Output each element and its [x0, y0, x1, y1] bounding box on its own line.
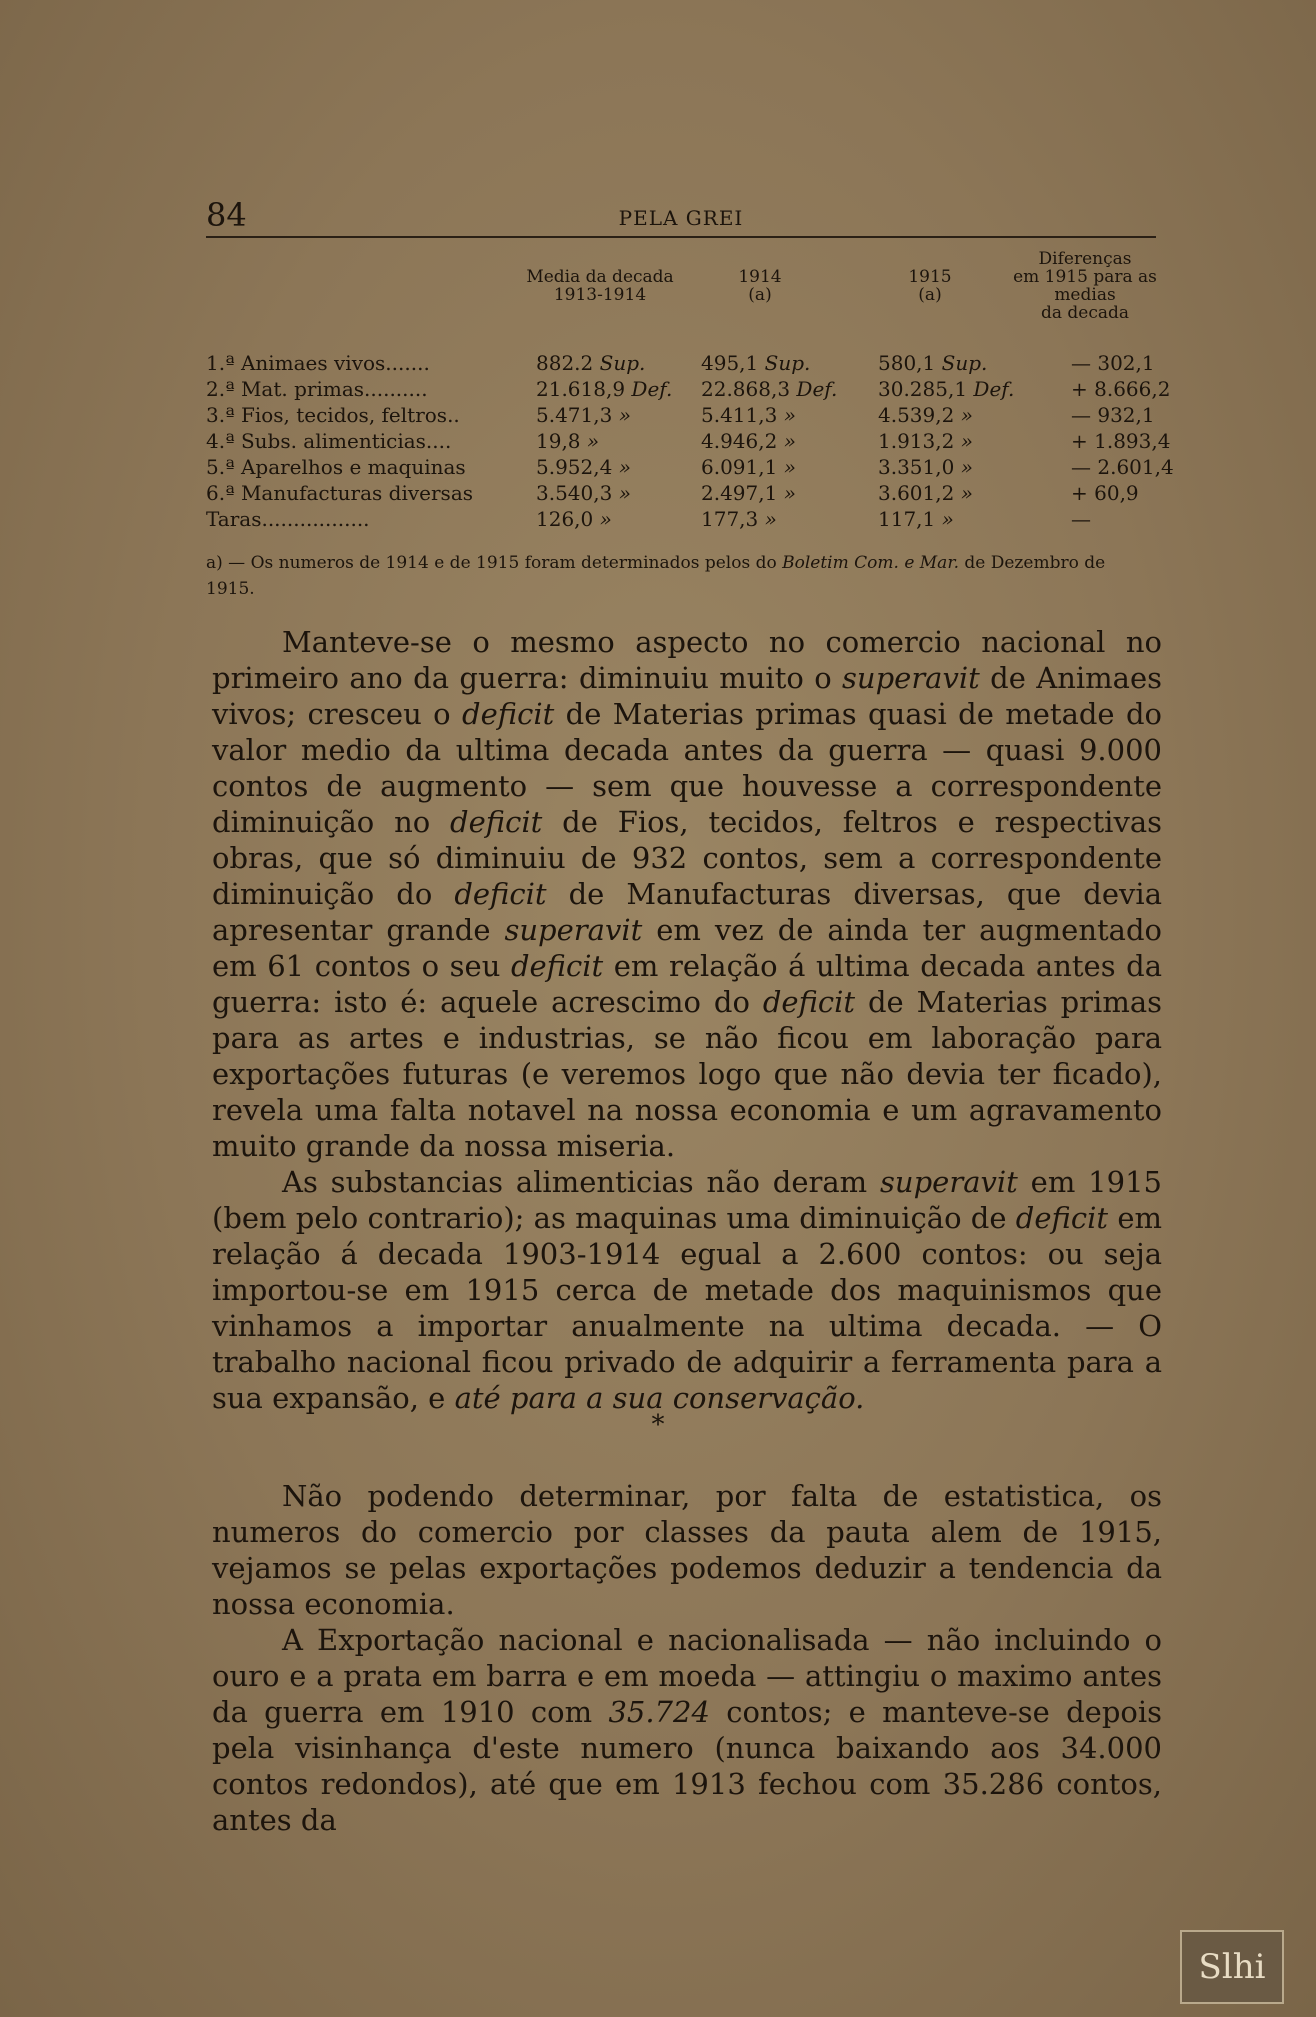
cell-avg: 126,0 »: [536, 507, 612, 531]
column-header-1915: [880, 268, 980, 304]
cell-avg: 882.2 Sup.: [536, 351, 646, 375]
cell-diff: + 60,9: [1071, 481, 1139, 505]
cell-1915: 117,1 »: [878, 507, 954, 531]
row-label: 4.ª Subs. alimenticias....: [206, 429, 452, 453]
column-header-line: Diferenças: [1038, 249, 1132, 269]
cell-1914: 2.497,1 »: [701, 481, 796, 505]
cell-1915: 3.351,0 »: [878, 455, 973, 479]
cell-diff: + 8.666,2: [1071, 377, 1171, 401]
footnote-text: de Dezembro de 1915.: [206, 553, 1106, 599]
table-row: [206, 429, 1171, 456]
running-title: PELA GREI: [618, 206, 744, 230]
cell-avg: 21.618,9 Def.: [536, 377, 673, 401]
cell-1914: 495,1 Sup.: [701, 351, 811, 375]
cell-diff: — 932,1: [1071, 403, 1155, 427]
paragraph: A Exportação nacional e nacionalisada — não incluindo o ouro e a prata em barra e em moeda — attingiu o maximo antes da guerra em 1910 com 35.724 contos; e manteve-se depois pela visinhança d'este numero (nunca baixando aos 34.000 contos redondos), até que em 1913 fechou com 35.286 contos, antes da: [212, 1623, 1162, 1837]
cell-avg: 5.471,3 »: [536, 403, 631, 427]
footnote-source: Boletim Com. e Mar.: [782, 553, 959, 573]
cell-diff: + 1.893,4: [1071, 429, 1171, 453]
row-label: 2.ª Mat. primas..........: [206, 377, 428, 401]
table-footnote: [206, 550, 1156, 602]
column-header-line: 1915: [908, 267, 952, 287]
column-header-line: 1914: [738, 267, 782, 287]
cell-1914: 5.411,3 »: [701, 403, 796, 427]
cell-1915: 580,1 Sup.: [878, 351, 988, 375]
cell-1914: 22.868,3 Def.: [701, 377, 838, 401]
cell-1914: 6.091,1 »: [701, 455, 796, 479]
row-label: 3.ª Fios, tecidos, feltros..: [206, 403, 460, 427]
table-row: [206, 455, 1174, 482]
cell-avg: 5.952,4 »: [536, 455, 631, 479]
page-header: [206, 196, 1156, 238]
paragraph: Manteve-se o mesmo aspecto no comercio nacional no primeiro ano da guerra: diminuiu muito o superavit de Animaes vivos; cresceu o deficit de Materias primas quasi de metade do valor medio da ultima decada antes da guerra — quasi 9.000 contos de augmento — sem que houvesse a correspondente diminuição no deficit de Fios, tecidos, feltros e respectivas obras, que só diminuiu de 932 contos, sem a correspondente diminuição do deficit de Manufacturas diversas, que devia apresentar grande superavit em vez de ainda ter augmentado em 61 contos o seu deficit em relação á ultima decada antes da guerra: isto é: aquele acrescimo do deficit de Materias primas para as artes e industrias, se não ficou em laboração para exportações futuras (e veremos logo que não devia ter ficado), revela uma falta notavel na nossa economia e um agravamento muito grande da nossa miseria.: [212, 625, 1162, 1163]
cell-1914: 4.946,2 »: [701, 429, 796, 453]
row-label: 1.ª Animaes vivos.......: [206, 351, 430, 375]
column-header-line: (a): [748, 285, 772, 305]
cell-1915: 3.601,2 »: [878, 481, 973, 505]
body-section-1: [212, 624, 1162, 1416]
cell-1915: 1.913,2 »: [878, 429, 973, 453]
paragraph: As substancias alimenticias não deram superavit em 1915 (bem pelo contrario); as maquinas uma diminuição de deficit em relação á decada 1903-1914 egual a 2.600 contos: ou seja importou-se em 1915 cerca de metade dos maquinismos que vinhamos a importar anualmente na ultima decada. — O trabalho nacional ficou privado de adquirir a ferramenta para a sua expansão, e até para a sua conservação.: [212, 1165, 1162, 1415]
column-header-line: 1913-1914: [553, 285, 647, 305]
paragraph: Não podendo determinar, por falta de estatistica, os numeros do comercio por classes da pauta alem de 1915, vejamos se pelas exportações podemos deduzir a tendencia da nossa economia.: [212, 1479, 1162, 1621]
table-row: [206, 507, 1156, 534]
row-label: Taras.................: [206, 507, 370, 531]
cell-avg: 19,8 »: [536, 429, 600, 453]
column-header-diff: [1000, 250, 1170, 322]
body-section-2: [212, 1478, 1162, 1838]
cell-1915: 4.539,2 »: [878, 403, 973, 427]
cell-avg: 3.540,3 »: [536, 481, 631, 505]
section-divider-asterisk: *: [651, 1410, 665, 1440]
cell-1914: 177,3 »: [701, 507, 777, 531]
table-row: [206, 351, 1156, 378]
column-header-line: medias: [1054, 285, 1116, 305]
page-number: 84: [206, 196, 247, 234]
column-header-line: Media da decada: [526, 267, 674, 287]
cell-1915: 30.285,1 Def.: [878, 377, 1015, 401]
table-row: [206, 403, 1156, 430]
cell-diff: — 302,1: [1071, 351, 1155, 375]
cell-diff: — 2.601,4: [1071, 455, 1174, 479]
table-row: [206, 481, 1156, 508]
table-row: [206, 377, 1171, 404]
library-stamp: Slhi: [1180, 1930, 1284, 2004]
column-header-1914: [710, 268, 810, 304]
column-header-line: da decada: [1040, 303, 1130, 323]
column-header-avg: [505, 268, 695, 304]
row-label: 6.ª Manufacturas diversas: [206, 481, 474, 505]
footnote-text: a) — Os numeros de 1914 e de 1915 foram determinados pelos do: [206, 553, 783, 573]
column-header-line: em 1915 para as: [1013, 267, 1157, 287]
column-header-line: (a): [918, 285, 942, 305]
row-label: 5.ª Aparelhos e maquinas: [206, 455, 466, 479]
cell-diff: —: [1071, 507, 1091, 531]
